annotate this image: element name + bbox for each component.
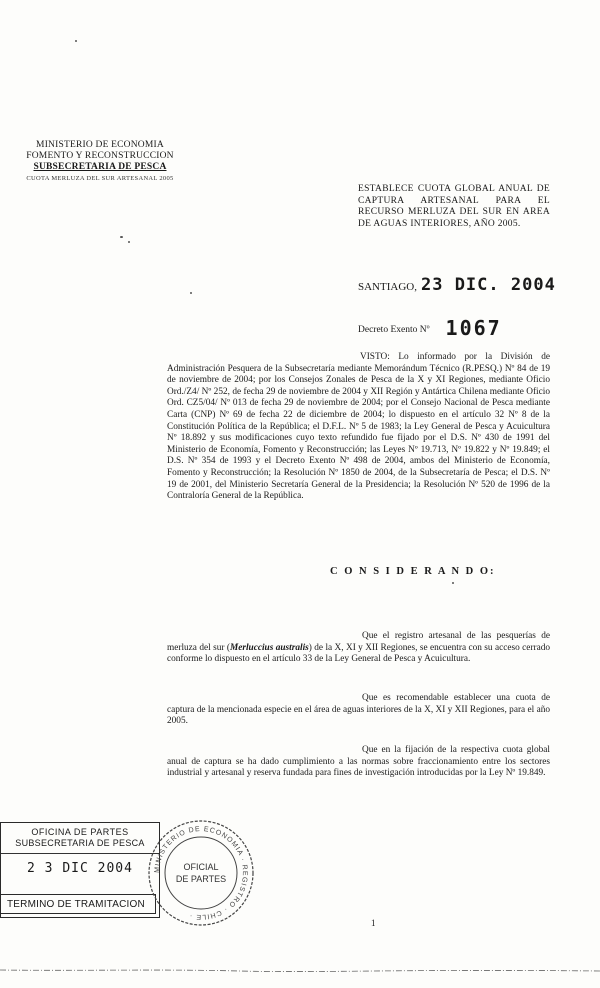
seal-center-line2: DE PARTES [175, 874, 227, 884]
paragraph-text: ) de la X, XI y XII Regiones, se encuentra con su acceso cerrado conforme lo dispuesto en el artículo 33 de la Ley General de Pesca y Acuicultura. [167, 642, 550, 665]
considerando-paragraph-3: Que en la fijación de la respectiva cuota global anual de captura se ha dado cumplimiento a las normas sobre fraccionamiento entre los sectores industrial y artesanal y reserva fundada para fines de investigación introducidas por la Ley Nº 19.849. [167, 745, 550, 779]
date-stamp: 23 DIC. 2004 [420, 275, 556, 295]
decree-subject: ESTABLECE CUOTA GLOBAL ANUAL DE CAPTURA ARTESANAL PARA EL RECURSO MERLUZA DEL SUR EN AREA DE AGUAS INTERIORES, AÑO 2005. [358, 184, 550, 229]
official-seal [146, 818, 256, 928]
visto-paragraph: VISTO: Lo informado por la División de Administración Pesquera de la Subsecretaría mediante Memorándum Técnico (R.PESQ.) Nº 84 de 19 de noviembre de 2004; por los Consejos Zonales de Pesca de la X y XI Regiones, mediante Oficio Ord./Z4/ Nº 252, de fecha 29 de noviembre de 2004 y XII Región y Antártica Chilena mediante Oficio Ord. CZ5/04/ Nº 013 de fecha 29 de noviembre de 2004; por el Consejo Nacional de Pesca mediante Carta (CNP) Nº 69 de fecha 22 de diciembre de 2004; lo dispuesto en el artículo 32 Nº 8 de la Constitución Política de la República; el D.F.L. Nº 5 de 1983; la Ley General de Pesca y Acuicultura Nº 18.892 y sus modificaciones cuyo texto refundido fue fijado por el D.S. Nº 430 de 1991 del Ministerio de Economía, Fomento y Reconstrucción; las Leyes Nº 19.713, Nº 19.822 y Nº 19.849; el D.S. Nº 354 de 1993 y el Decreto Exento Nº 498 de 2004, ambos del Ministerio de Economía, Fomento y Reconstrucción; la Resolución Nº 1850 de 2004, de la Subsecretaría de Pesca; el D.S. Nº 19 de 2001, del Ministerio Secretaría General de la Presidencia; la Resolución Nº 520 de 1996 de la Contraloría General de la República. [167, 352, 550, 502]
termino-stamp: TERMINO DE TRAMITACION [0, 894, 156, 914]
seal-ring-text: MINISTERIO DE ECONOMIA · REGISTRO · CHILE · [153, 825, 249, 921]
stamp-date: 2 3 DIC 2004 [27, 861, 133, 876]
scan-speck [75, 40, 77, 42]
ministry-subname: FOMENTO Y RECONSTRUCCION [26, 151, 174, 161]
file-reference: CUOTA MERLUZA DEL SUR ARTESANAL 2005 [26, 175, 174, 182]
date-place: SANTIAGO, [358, 281, 417, 293]
stamp-office-name: OFICINA DE PARTES [31, 827, 129, 837]
decree-date [358, 275, 556, 295]
species-name: Merluccius australis [229, 642, 309, 653]
seal-center-line1: OFICIAL [183, 862, 219, 872]
stamp-divider [1, 853, 159, 854]
scan-artifact-line [0, 965, 600, 975]
decree-label: Decreto Exento Nº [358, 325, 430, 335]
scan-speck [190, 292, 192, 294]
scan-speck [128, 241, 130, 243]
paragraph-text: Que el registro artesanal de las pesquerías de merluza del sur ( [167, 631, 550, 653]
stamp-department: SUBSECRETARIA DE PESCA [15, 838, 145, 848]
ministry-header [0, 140, 200, 184]
ministry-name: MINISTERIO DE ECONOMIA [36, 140, 164, 150]
considerando-paragraph-1 [167, 631, 550, 666]
decree-number-line [358, 316, 502, 340]
subsecretaria-name: SUBSECRETARIA DE PESCA [33, 162, 167, 172]
considerando-paragraph-2: Que es recomendable establecer una cuota de captura de la mencionada especie en el área de aguas interiores de la X, XI y XII Regiones, para el año 2005. [167, 693, 550, 727]
page-number: 1 [371, 918, 376, 928]
considerando-heading: C O N S I D E R A N D O: [330, 566, 496, 577]
scan-speck [452, 582, 454, 584]
decree-number: 1067 [445, 316, 502, 340]
scan-speck [120, 236, 123, 238]
